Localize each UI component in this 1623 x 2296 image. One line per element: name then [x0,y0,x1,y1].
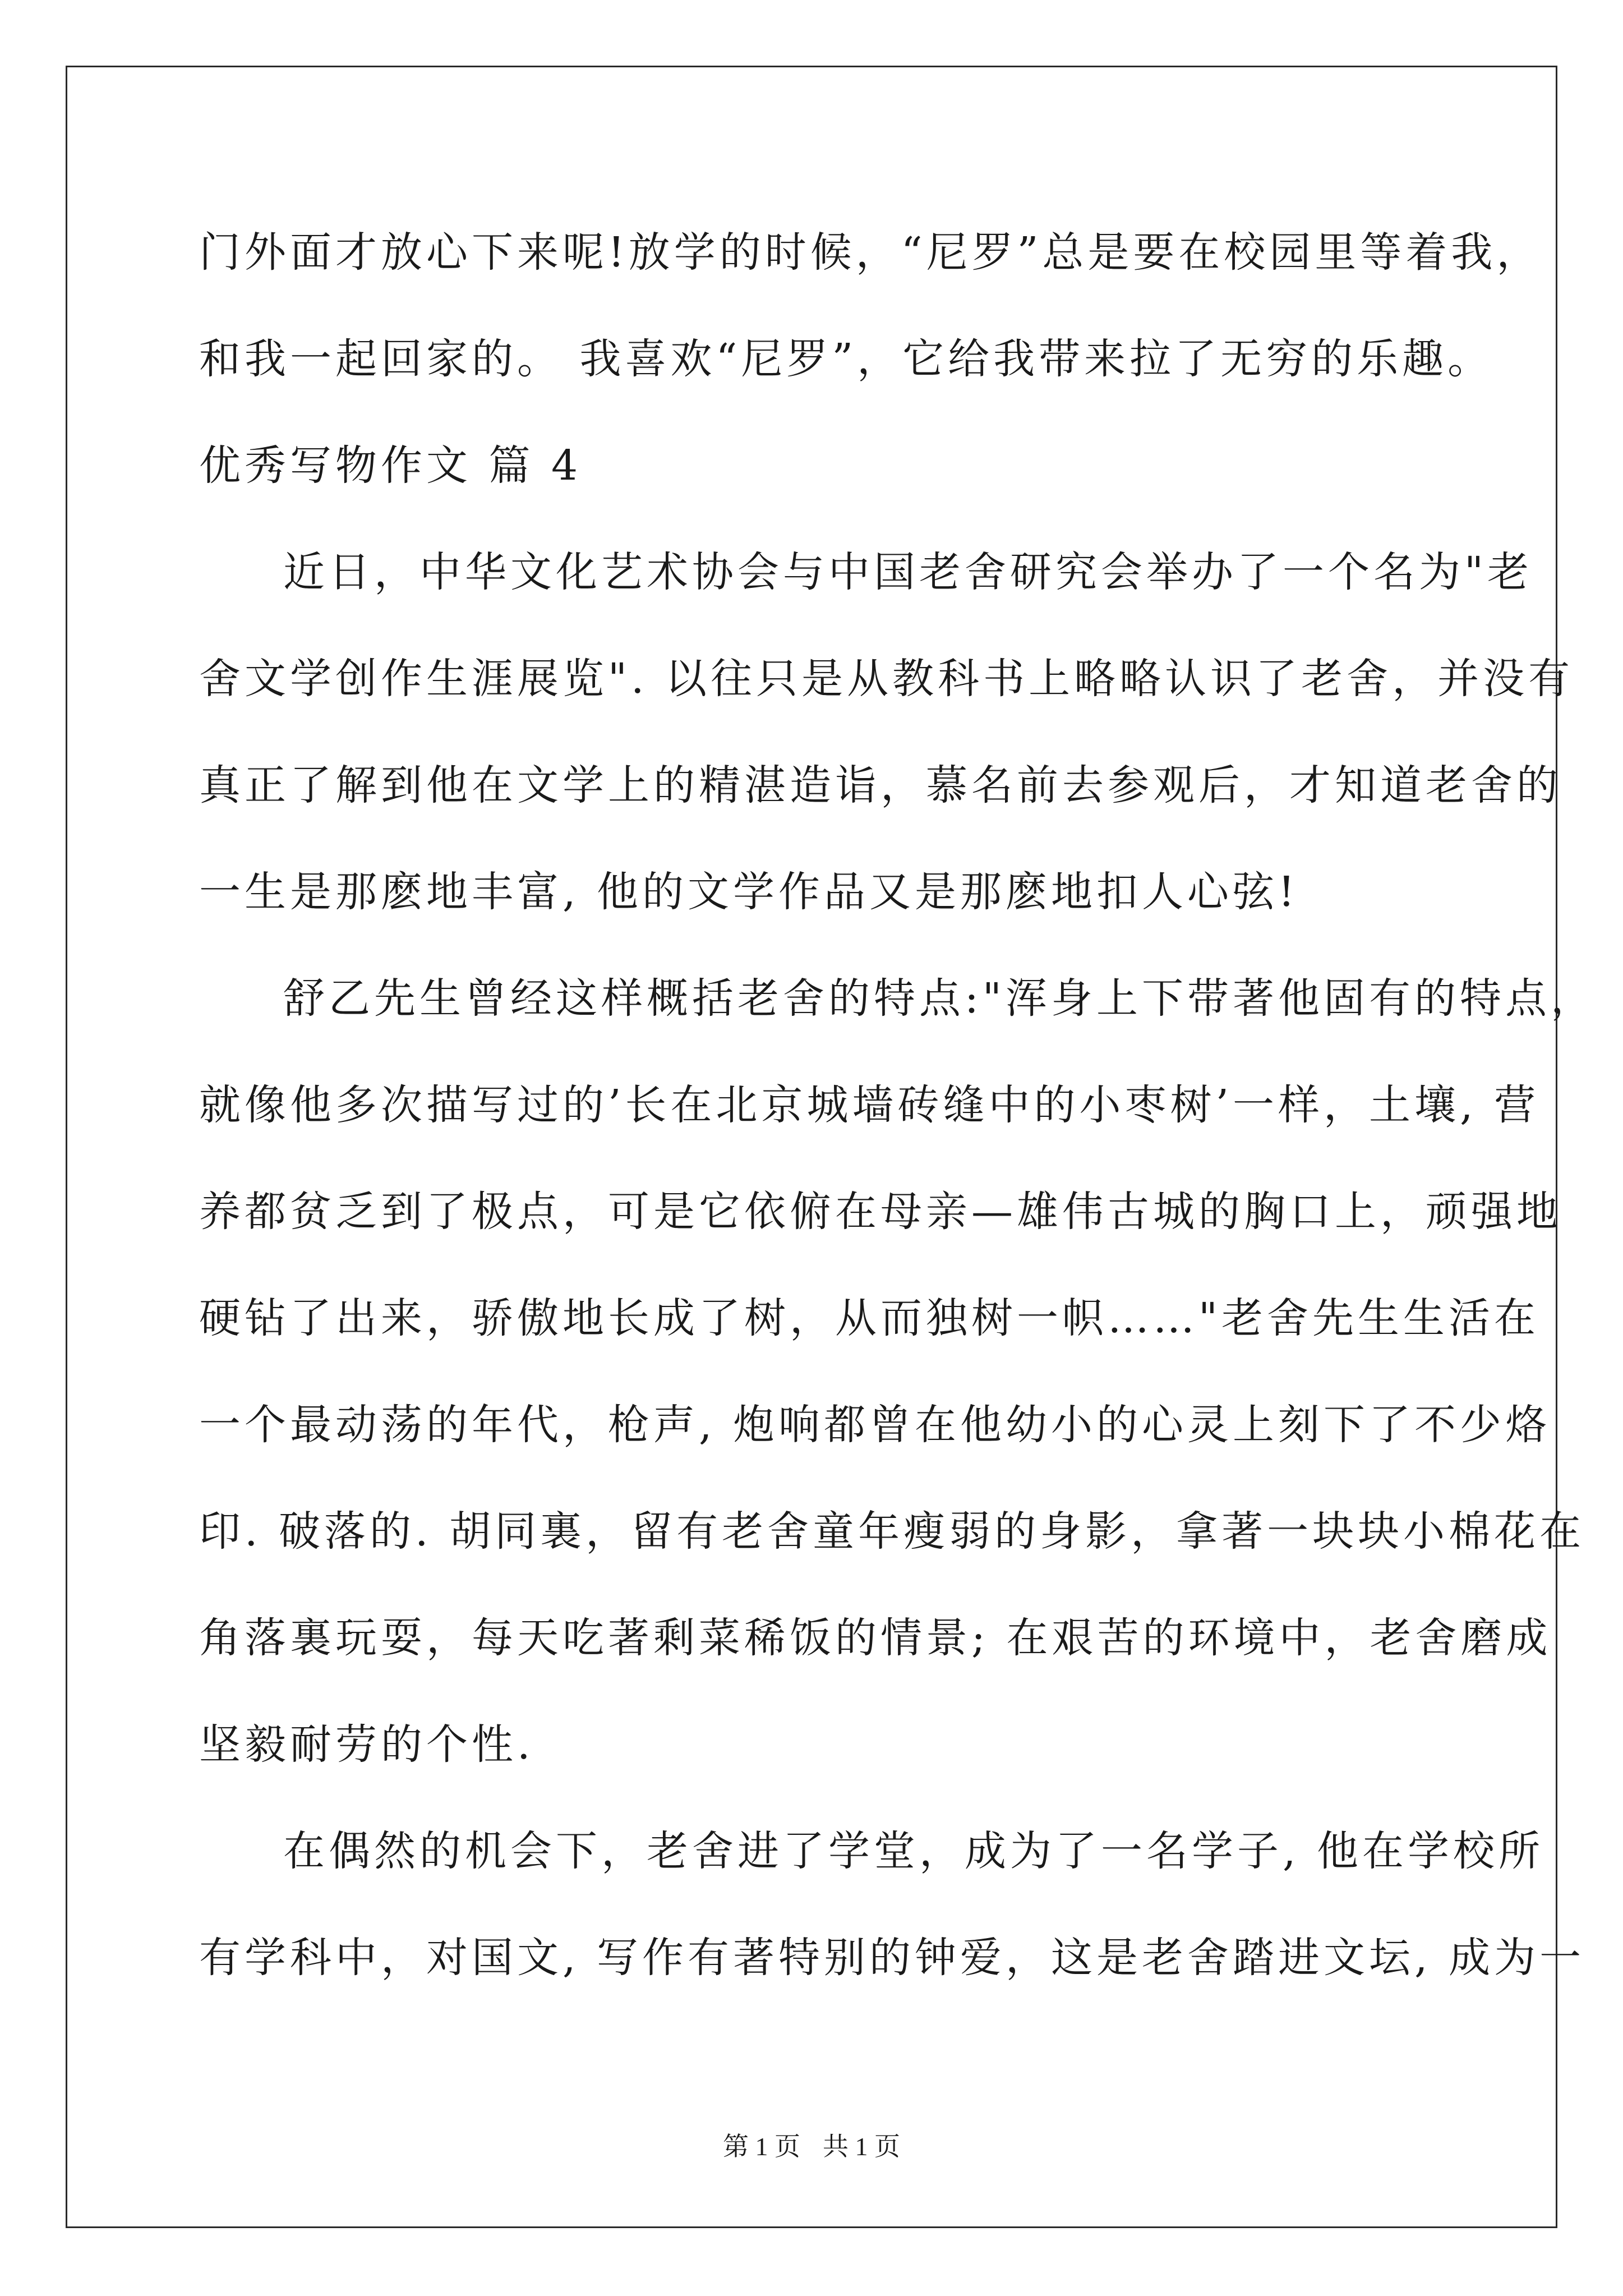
document-body [199,199,1596,2011]
text-line: 近日，中华文化艺术协会与中国老舍研究会举办了一个名为"老 [283,548,1533,596]
section-heading: 优秀写物作文 篇 4 [199,441,582,490]
text-line: 角落裏玩耍，每天吃著剩菜稀饭的情景; 在艰苦的环境中，老舍磨成 [199,1614,1552,1662]
text-line: 和我一起回家的。 我喜欢“尼罗”，它给我带来拉了无穷的乐趣。 [199,335,1493,383]
text-line: 坚毅耐劳的个性. [199,1720,534,1769]
page-footer [0,2126,1623,2163]
page-total: 共 1 页 [823,2132,900,2161]
text-line: 在偶然的机会下，老舍进了学堂，成为了一名学子, 他在学校所 [283,1827,1544,1875]
text-line: 门外面才放心下来呢!放学的时候，“尼罗”总是要在校园里等着我， [199,228,1542,277]
text-line: 一生是那麽地丰富, 他的文学作品又是那麽地扣人心弦! [199,868,1299,916]
text-line: 舍文学创作生涯展览". 以往只是从教科书上略略认识了老舍，并没有 [199,655,1574,703]
text-line: 养都贫乏到了极点，可是它依俯在母亲—雄伟古城的胸口上，顽强地 [199,1188,1562,1236]
text-line: 硬钻了出来，骄傲地长成了树，从而独树一帜……"老舍先生生活在 [199,1294,1540,1342]
text-line: 印. 破落的. 胡同裏，留有老舍童年瘦弱的身影，拿著一块块小棉花在 [199,1507,1585,1556]
page-number: 第 1 页 [723,2132,800,2161]
text-line: 一个最动荡的年代，枪声, 炮响都曾在他幼小的心灵上刻下了不少烙 [199,1401,1551,1449]
text-line: 真正了解到他在文学上的精湛造诣，慕名前去参观后，才知道老舍的 [199,761,1562,809]
text-line: 就像他多次描写过的’长在北京城墙砖缝中的小枣树’一样，土壤, 营 [199,1081,1540,1129]
text-line: 有学科中，对国文, 写作有著特别的钟爱，这是老舍踏进文坛, 成为一 [199,1934,1585,1982]
text-line: 舒乙先生曾经这样概括老舍的特点:"浑身上下带著他固有的特点， [283,974,1596,1023]
